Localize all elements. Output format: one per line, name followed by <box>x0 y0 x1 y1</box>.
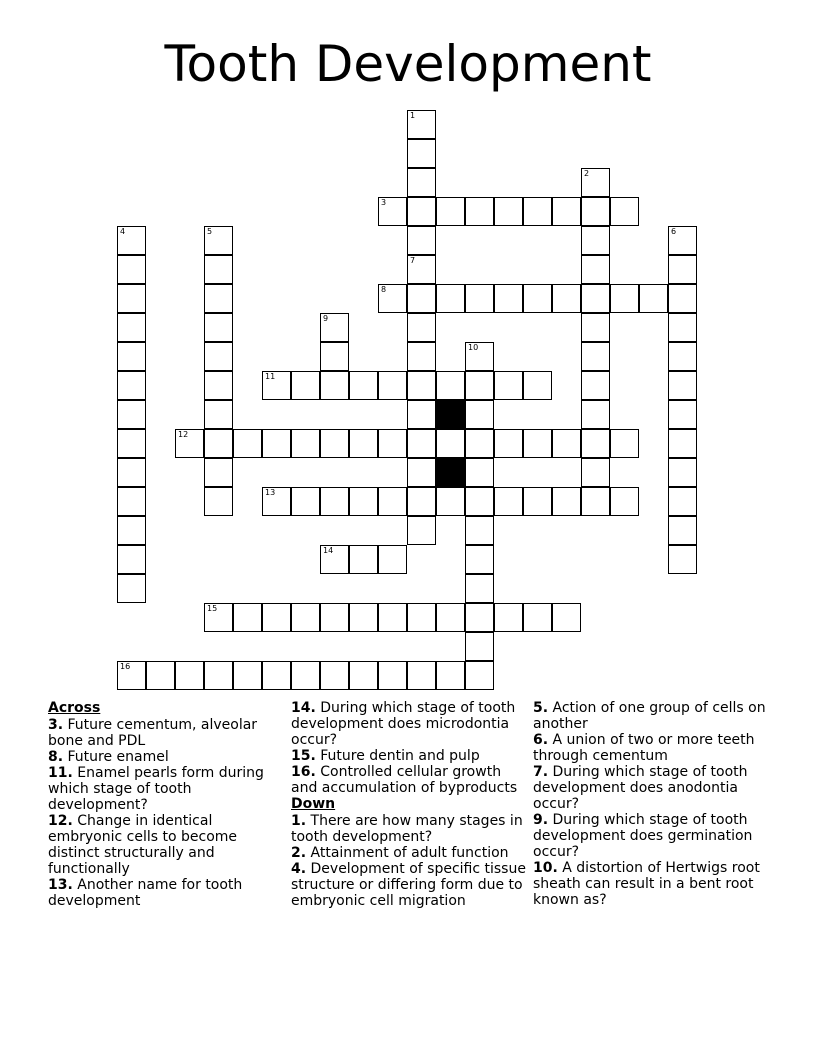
down-clue: 10. A distortion of Hertwigs root sheath can result in a bent root known as? <box>533 860 760 908</box>
grid-cell[interactable] <box>581 313 610 342</box>
clues-column-3 <box>533 700 773 908</box>
grid-cell[interactable] <box>204 371 233 400</box>
clues-column-2 <box>291 700 527 909</box>
grid-cell[interactable] <box>407 284 436 313</box>
down-clue: 9. During which stage of tooth development does germination occur? <box>533 812 753 860</box>
grid-cell[interactable] <box>407 226 436 255</box>
grid-cell[interactable] <box>668 342 697 371</box>
grid-cell[interactable] <box>117 371 146 400</box>
grid-cell[interactable] <box>523 429 552 458</box>
grid-cell[interactable] <box>204 284 233 313</box>
page-title: Tooth Development <box>164 35 652 93</box>
grid-cell[interactable] <box>204 487 233 516</box>
grid-cell[interactable] <box>581 487 610 516</box>
grid-cell[interactable] <box>204 400 233 429</box>
grid-cell[interactable] <box>407 429 436 458</box>
grid-cell[interactable] <box>465 545 494 574</box>
grid-cell[interactable] <box>407 313 436 342</box>
grid-cell[interactable] <box>378 661 407 690</box>
grid-cell[interactable] <box>668 516 697 545</box>
grid-cell[interactable] <box>204 313 233 342</box>
grid-cell[interactable] <box>581 371 610 400</box>
grid-cell[interactable] <box>407 139 436 168</box>
grid-cell[interactable] <box>117 255 146 284</box>
grid-cell[interactable] <box>117 429 146 458</box>
grid-cell[interactable] <box>204 458 233 487</box>
grid-cell[interactable] <box>291 371 320 400</box>
grid-cell[interactable] <box>262 603 291 632</box>
grid-cell[interactable] <box>175 661 204 690</box>
across-clue: 11. Enamel pearls form during which stage of tooth development? <box>48 765 264 813</box>
grid-cell[interactable] <box>262 661 291 690</box>
grid-cell[interactable] <box>407 197 436 226</box>
grid-cell[interactable] <box>465 371 494 400</box>
grid-cell[interactable] <box>291 487 320 516</box>
grid-cell[interactable] <box>378 197 407 226</box>
grid-cell[interactable] <box>523 603 552 632</box>
grid-cell[interactable] <box>581 429 610 458</box>
grid-cell[interactable] <box>465 400 494 429</box>
grid-cell[interactable] <box>117 342 146 371</box>
cell-number: 12 <box>178 430 189 439</box>
grid-cell[interactable] <box>668 458 697 487</box>
down-clue: 1. There are how many stages in tooth development? <box>291 813 523 845</box>
grid-cell[interactable] <box>407 400 436 429</box>
grid-cell[interactable] <box>668 226 697 255</box>
grid-cell[interactable] <box>117 661 146 690</box>
grid-cell[interactable] <box>465 516 494 545</box>
grid-cell[interactable] <box>117 284 146 313</box>
grid-cell[interactable] <box>668 429 697 458</box>
grid-cell[interactable] <box>407 371 436 400</box>
grid-cell[interactable] <box>378 487 407 516</box>
grid-cell[interactable] <box>581 168 610 197</box>
grid-cell[interactable] <box>639 284 668 313</box>
grid-cell[interactable] <box>117 313 146 342</box>
grid-cell[interactable] <box>436 661 465 690</box>
grid-cell[interactable] <box>407 516 436 545</box>
cell-number: 11 <box>265 372 276 381</box>
grid-cell[interactable] <box>233 661 262 690</box>
grid-cell[interactable] <box>436 429 465 458</box>
cell-number: 2 <box>584 169 590 178</box>
grid-cell[interactable] <box>407 661 436 690</box>
grid-cell[interactable] <box>668 400 697 429</box>
grid-cell[interactable] <box>465 661 494 690</box>
across-clue: 16. Controlled cellular growth and accumulation of byproducts <box>291 764 518 796</box>
grid-cell[interactable] <box>204 661 233 690</box>
cell-number: 7 <box>410 256 416 265</box>
grid-cell[interactable] <box>465 284 494 313</box>
grid-cell[interactable] <box>436 371 465 400</box>
cell-number: 4 <box>120 227 126 236</box>
grid-cell[interactable] <box>581 458 610 487</box>
grid-cell[interactable] <box>523 284 552 313</box>
cell-number: 3 <box>381 198 387 207</box>
grid-cell[interactable] <box>117 516 146 545</box>
grid-cell[interactable] <box>552 284 581 313</box>
across-clue: 14. During which stage of tooth development does microdontia occur? <box>291 700 516 748</box>
grid-cell[interactable] <box>407 342 436 371</box>
grid-cell[interactable] <box>407 487 436 516</box>
across-clue: 3. Future cementum, alveolar bone and PDL <box>48 717 258 749</box>
grid-cell[interactable] <box>668 371 697 400</box>
down-clue: 2. Attainment of adult function <box>291 845 509 861</box>
grid-cell[interactable] <box>552 603 581 632</box>
grid-cell[interactable] <box>494 197 523 226</box>
grid-cell[interactable] <box>233 429 262 458</box>
grid-cell[interactable] <box>494 429 523 458</box>
grid-cell[interactable] <box>465 197 494 226</box>
down-clue: 5. Action of one group of cells on another <box>533 700 766 732</box>
grid-cell[interactable] <box>320 429 349 458</box>
grid-cell[interactable] <box>610 197 639 226</box>
grid-cell[interactable] <box>378 429 407 458</box>
grid-cell[interactable] <box>465 574 494 603</box>
grid-cell[interactable] <box>407 458 436 487</box>
grid-cell[interactable] <box>117 545 146 574</box>
grid-cell[interactable] <box>494 371 523 400</box>
grid-cell[interactable] <box>204 603 233 632</box>
down-clue: 7. During which stage of tooth development does anodontia occur? <box>533 764 748 812</box>
grid-cell[interactable] <box>146 661 175 690</box>
cell-number: 1 <box>410 111 416 120</box>
cell-number: 14 <box>323 546 334 555</box>
grid-cell[interactable] <box>465 632 494 661</box>
grid-cell[interactable] <box>523 197 552 226</box>
grid-cell[interactable] <box>436 603 465 632</box>
grid-cell[interactable] <box>523 487 552 516</box>
grid-cell[interactable] <box>610 487 639 516</box>
across-clue: 15. Future dentin and pulp <box>291 748 480 764</box>
grid-cell[interactable] <box>465 458 494 487</box>
grid-cell[interactable] <box>581 400 610 429</box>
across-clue: 12. Change in identical embryonic cells to become distinct structurally and functionally <box>48 813 238 877</box>
cell-number: 16 <box>120 662 131 671</box>
grid-cell[interactable] <box>494 603 523 632</box>
grid-cell[interactable] <box>407 255 436 284</box>
grid-cell[interactable] <box>117 226 146 255</box>
grid-cell[interactable] <box>349 487 378 516</box>
grid-cell[interactable] <box>378 603 407 632</box>
across-clue: 8. Future enamel <box>48 749 169 765</box>
grid-cell[interactable] <box>262 371 291 400</box>
grid-cell[interactable] <box>320 313 349 342</box>
grid-cell[interactable] <box>465 429 494 458</box>
grid-cell[interactable] <box>378 545 407 574</box>
grid-cell[interactable] <box>407 110 436 139</box>
grid-cell[interactable] <box>610 429 639 458</box>
grid-cell[interactable] <box>494 487 523 516</box>
cell-number: 8 <box>381 285 387 294</box>
down-heading: Down <box>291 796 336 812</box>
grid-cell[interactable] <box>117 400 146 429</box>
grid-cell[interactable] <box>465 603 494 632</box>
grid-cell[interactable] <box>320 545 349 574</box>
grid-cell[interactable] <box>378 284 407 313</box>
grid-cell[interactable] <box>291 429 320 458</box>
grid-cell[interactable] <box>436 197 465 226</box>
grid-cell[interactable] <box>668 313 697 342</box>
across-clue: 13. Another name for tooth development <box>48 877 243 909</box>
grid-cell[interactable] <box>320 342 349 371</box>
clues-column-1 <box>48 700 278 909</box>
grid-cell[interactable] <box>349 371 378 400</box>
grid-cell[interactable] <box>668 255 697 284</box>
down-clue: 6. A union of two or more teeth through cementum <box>533 732 755 764</box>
grid-cell[interactable] <box>204 255 233 284</box>
grid-cell[interactable] <box>349 545 378 574</box>
grid-cell[interactable] <box>320 603 349 632</box>
across-heading: Across <box>48 700 101 716</box>
grid-cell[interactable] <box>204 429 233 458</box>
grid-cell[interactable] <box>465 342 494 371</box>
grid-cell[interactable] <box>320 371 349 400</box>
grid-cell[interactable] <box>552 429 581 458</box>
grid-cell[interactable] <box>204 226 233 255</box>
grid-cell[interactable] <box>581 255 610 284</box>
grid-cell[interactable] <box>407 168 436 197</box>
cell-number: 9 <box>323 314 329 323</box>
grid-cell[interactable] <box>320 487 349 516</box>
grid-cell[interactable] <box>378 371 407 400</box>
grid-cell[interactable] <box>407 603 436 632</box>
grid-cell[interactable] <box>349 429 378 458</box>
down-clue: 4. Development of specific tissue structure or differing form due to embryonic cell migration <box>291 861 526 909</box>
grid-cell[interactable] <box>117 487 146 516</box>
grid-cell[interactable] <box>204 342 233 371</box>
cell-number: 5 <box>207 227 213 236</box>
grid-cell[interactable] <box>581 226 610 255</box>
grid-cell[interactable] <box>349 661 378 690</box>
cell-number: 15 <box>207 604 218 613</box>
grid-cell[interactable] <box>436 487 465 516</box>
grid-cell[interactable] <box>523 371 552 400</box>
grid-cell[interactable] <box>349 603 378 632</box>
grid-cell[interactable] <box>233 603 262 632</box>
cell-number: 13 <box>265 488 276 497</box>
grid-cell[interactable] <box>117 574 146 603</box>
grid-block <box>436 400 465 429</box>
cell-number: 10 <box>468 343 479 352</box>
grid-cell[interactable] <box>291 661 320 690</box>
cell-number: 6 <box>671 227 677 236</box>
grid-cell[interactable] <box>581 342 610 371</box>
grid-cell[interactable] <box>436 284 465 313</box>
grid-cell[interactable] <box>320 661 349 690</box>
grid-cell[interactable] <box>610 284 639 313</box>
grid-cell[interactable] <box>117 458 146 487</box>
grid-cell[interactable] <box>494 284 523 313</box>
grid-cell[interactable] <box>581 284 610 313</box>
grid-cell[interactable] <box>465 487 494 516</box>
grid-cell[interactable] <box>262 429 291 458</box>
grid-cell[interactable] <box>291 603 320 632</box>
grid-cell[interactable] <box>262 487 291 516</box>
grid-cell[interactable] <box>552 487 581 516</box>
grid-cell[interactable] <box>581 197 610 226</box>
grid-cell[interactable] <box>552 197 581 226</box>
grid-block <box>436 458 465 487</box>
grid-cell[interactable] <box>175 429 204 458</box>
grid-cell[interactable] <box>668 487 697 516</box>
grid-cell[interactable] <box>668 545 697 574</box>
grid-cell[interactable] <box>668 284 697 313</box>
